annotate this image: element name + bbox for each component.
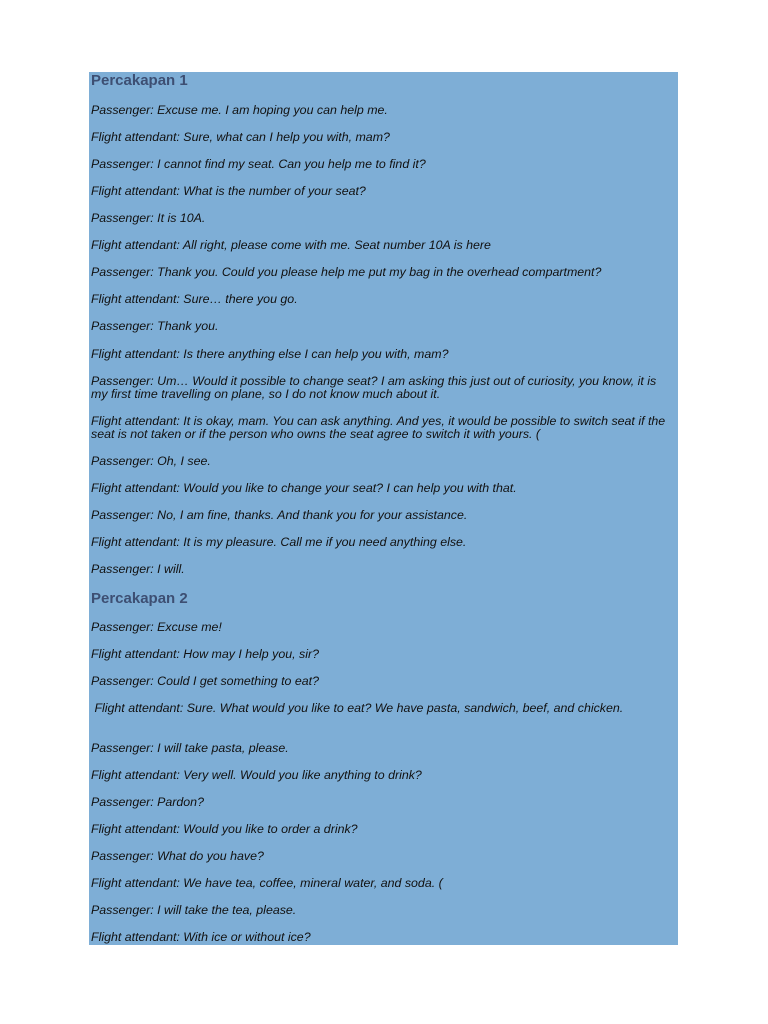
dialogue-line: Flight attendant: We have tea, coffee, mineral water, and soda. (	[91, 876, 443, 890]
dialogue-line: Passenger: Oh, I see.	[91, 454, 211, 468]
dialogue-line: Passenger: Um… Would it possible to change seat? I am asking this just out of curiosity, you know, it is my first time travelling on plane, so I do not know much about it.	[91, 374, 657, 401]
dialogue-line: Flight attendant: Would you like to order a drink?	[91, 822, 358, 836]
dialogue-line: Flight attendant: Sure… there you go.	[91, 292, 298, 306]
dialogue-line: Passenger: I cannot find my seat. Can you help me to find it?	[91, 157, 426, 171]
dialogue-line: Passenger: Could I get something to eat?	[91, 674, 319, 688]
section-heading-1: Percakapan 1	[91, 72, 188, 89]
dialogue-line: Passenger: What do you have?	[91, 849, 264, 863]
dialogue-line: Flight attendant: All right, please come with me. Seat number 10A is here	[91, 238, 491, 252]
dialogue-line: Passenger: Excuse me!	[91, 620, 222, 634]
dialogue-line: Flight attendant: Is there anything else I can help you with, mam?	[91, 347, 449, 361]
dialogue-line: Passenger: Thank you.	[91, 319, 219, 333]
dialogue-line: Passenger: I will take the tea, please.	[91, 903, 297, 917]
section-heading-2: Percakapan 2	[91, 590, 188, 607]
dialogue-line: Passenger: Thank you. Could you please help me put my bag in the overhead compartment?	[91, 265, 602, 279]
dialogue-line: Flight attendant: Sure. What would you like to eat? We have pasta, sandwich, beef, and chicken.	[91, 701, 624, 715]
dialogue-line: Flight attendant: Sure, what can I help you with, mam?	[91, 130, 390, 144]
dialogue-line: Flight attendant: Very well. Would you like anything to drink?	[91, 768, 422, 782]
dialogue-line: Flight attendant: It is my pleasure. Call me if you need anything else.	[91, 535, 467, 549]
dialogue-line: Passenger: I will.	[91, 562, 185, 576]
dialogue-line: Flight attendant: How may I help you, sir?	[91, 647, 319, 661]
dialogue-line: Passenger: It is 10A.	[91, 211, 206, 225]
dialogue-line: Passenger: Pardon?	[91, 795, 204, 809]
dialogue-line: Passenger: Excuse me. I am hoping you can help me.	[91, 103, 388, 117]
dialogue-line: Flight attendant: With ice or without ice?	[91, 930, 311, 944]
dialogue-line: Passenger: No, I am fine, thanks. And thank you for your assistance.	[91, 508, 468, 522]
dialogue-line: Flight attendant: Would you like to change your seat? I can help you with that.	[91, 481, 517, 495]
dialogue-line: Flight attendant: What is the number of your seat?	[91, 184, 366, 198]
dialogue-panel	[89, 72, 678, 945]
dialogue-line: Flight attendant: It is okay, mam. You can ask anything. And yes, it would be possible to switch seat if the seat is not taken or if the person who owns the seat agree to switch it with yours. (	[91, 414, 666, 441]
dialogue-line: Passenger: I will take pasta, please.	[91, 741, 289, 755]
